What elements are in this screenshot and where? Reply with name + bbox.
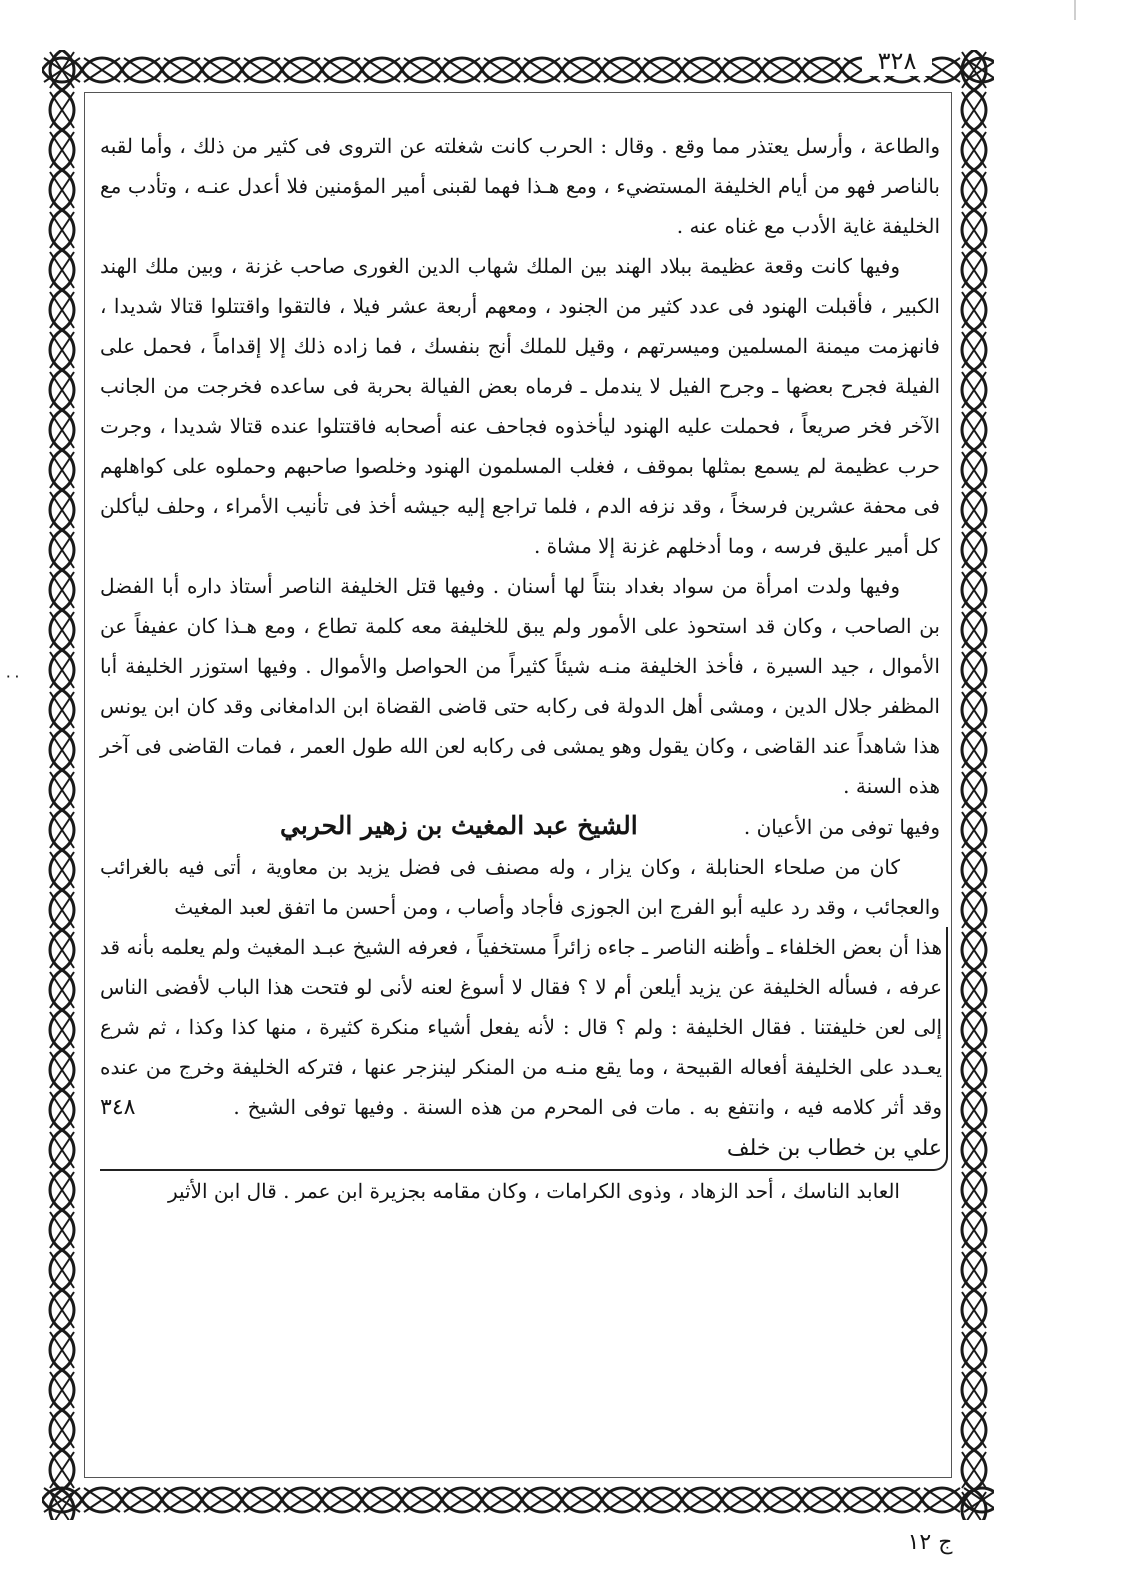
obituary-lead-in: وفيها توفى من الأعيان . bbox=[743, 815, 940, 839]
ornamental-border-right-icon bbox=[954, 50, 994, 1520]
paragraph-2: وفيها كانت وقعة عظيمة ببلاد الهند بين الملك شهاب الدين الغورى صاحب غزنة ، وبين ملك الهند الكبير ، فأقبلت الهنود فى عدد كثير من الجنود ، ومعهم أربعة عشر فيلا ، فالتقوا واقتتلوا قتالا شديدا ، فانهزمت ميمنة المسلمين وميسرتهم ، وقيل للملك أنج بنفسك ، فما زاده ذلك إلا إقداماً ، فحمل على الفيلة فجرح بعضها ـ وجرح الفيل لا يندمل ـ فرماه بعض الفيالة بحربة فى ساعده فخرجت من الجانب الآخر فخر صريعاً ، فحملت عليه الهنود ليأخذوه فجاحف عنه أصحابه فاقتتلوا عنده قتالا شديدا ، وجرت حرب عظيمة لم يسمع بمثلها بموقف ، فغلب المسلمون الهنود وخلصوا صاحبهم وحملوه على كواهلهم فى محفة عشرين فرسخاً ، وقد نزفه الدم ، فلما تراجع إليه جيشه أخذ فى تأنيب الأمراء ، وحلف ليأكلن كل أمير عليق فرسه ، وما أدخلهم غزنة إلا مشاة . bbox=[100, 254, 940, 558]
biography-opening: كان من صلحاء الحنابلة ، وكان يزار ، وله مصنف فى فضل يزيد بن معاوية ، أتى فيه بالغرائب والعجائب ، وقد رد عليه أبو الفرج ابن الجوزى فأجاد وأصاب ، ومن أحسن ما اتفق لعبد المغيث bbox=[100, 855, 940, 919]
ornamental-border-top-icon bbox=[42, 50, 994, 90]
volume-marker: ج ١٢ bbox=[907, 1530, 953, 1555]
biography-2-opening: العابد الناسك ، أحد الزهاد ، وذوى الكرامات ، وكان مقامه بجزيرة ابن عمر . قال ابن الأثير bbox=[167, 1179, 900, 1203]
page-body bbox=[100, 126, 940, 1211]
biography-title: الشيخ عبد المغيث بن زهير الحربي bbox=[280, 811, 638, 840]
ornamental-border-left-icon bbox=[42, 50, 82, 1520]
paragraph-3: وفيها ولدت امرأة من سواد بغداد بنتاً لها أسنان . وفيها قتل الخليفة الناصر أستاذ داره أبا الفضل بن الصاحب ، وكان قد استحوذ على الأمور ولم يبق للخليفة معه كلمة تطاع ، ومع هـذا كان عفيفاً عن الأموال ، جيد السيرة ، فأخذ الخليفة منـه شيئاً كثيراً من الحواصل والأموال . وفيها استوزر الخليفة أبا المظفر جلال الدين ، ومشى أهل الدولة فى ركابه حتى قاضى القضاة ابن الدامغانى وقد كان ابن يونس هذا شاهداً عند القاضى ، وكان يقول وهو يمشى فى ركابه لعن الله طول العمر ، فمات القاضى فى آخر هذه السنة . bbox=[100, 574, 940, 798]
obituary-heading bbox=[100, 806, 940, 847]
ornamental-border-bottom-icon bbox=[42, 1480, 994, 1520]
bracketed-text: هذا أن بعض الخلفاء ـ وأظنه الناصر ـ جاءه زائراً مستخفياً ، فعرفه الشيخ عبـد المغيث ولم يعلمه بأنه قد عرفه ، فسأله الخليفة عن يزيد أيلعن أم لا ؟ فقال لا أسوغ لعنه لأنى لو فتحت هذا الباب لأفضى الناس إلى لعن خليفتنا . فقال الخليفة : ولم ؟ قال : لأنه يفعل أشياء منكرة كثيرة ، منها كذا وكذا ، ثم شرع يعـدد على الخليفة أفعاله القبيحة ، وما يقع منـه من المنكر لينزجر عنها ، فتركه الخليفة وخرج من عنده وقد أثر كلامه فيه ، وانتفع به . مات فى المحرم من هذه السنة . وفيها توفى الشيخ . bbox=[100, 935, 942, 1119]
margin-dots: ٠٠ bbox=[4, 666, 22, 685]
bracketed-passage bbox=[100, 927, 948, 1171]
next-biography-title: ٣٤٨ علي بن خطاب بن خلف bbox=[100, 1095, 942, 1161]
page-number-top: ٣٢٨ bbox=[862, 46, 932, 76]
edge-mark bbox=[1074, 0, 1076, 20]
paragraph-1: والطاعة ، وأرسل يعتذر مما وقع . وقال : الحرب كانت شغلته عن التروى فى كثير من ذلك ، وأما لقبه بالناصر فهو من أيام الخليفة المستضيء ، ومع هـذا فهما لقبنى أمير المؤمنين فلا أعدل عنـه ، وتأدب مع الخليفة غاية الأدب مع غناه عنه . bbox=[100, 134, 940, 238]
